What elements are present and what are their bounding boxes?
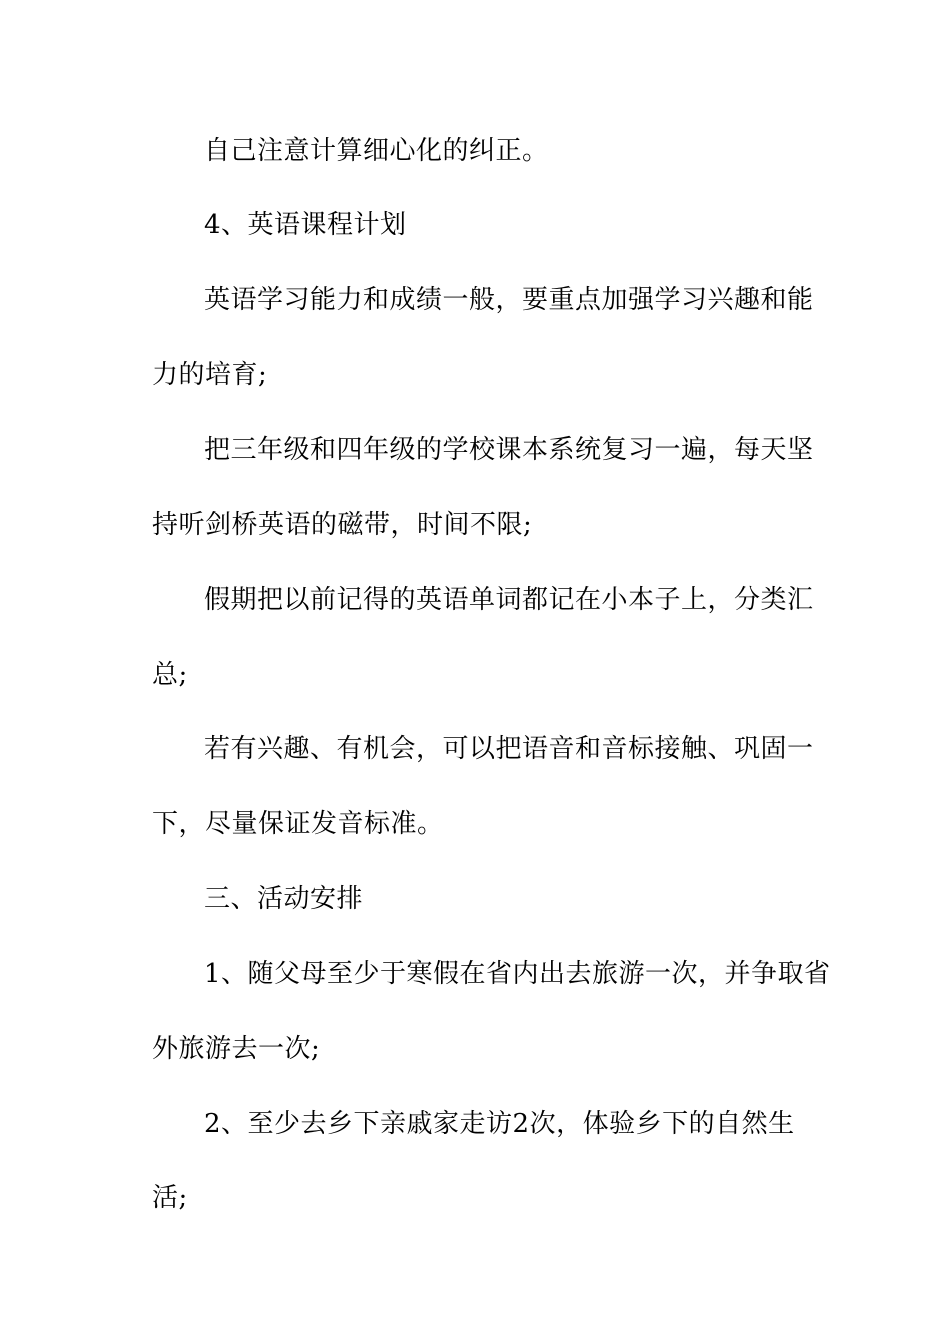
section-heading: 三、活动安排 (204, 884, 364, 914)
text-line: 1、随父母至少于寒假在省内出去旅游一次，并争取省 (204, 959, 831, 989)
text-line: 2、至少去乡下亲戚家走访2次，体验乡下的自然生 (204, 1109, 795, 1139)
text-line: 持听剑桥英语的磁带，时间不限; (152, 510, 533, 540)
section-heading: 4、英语课程计划 (204, 210, 407, 240)
text-line: 外旅游去一次; (152, 1034, 321, 1064)
text-line: 假期把以前记得的英语单词都记在小本子上，分类汇 (204, 585, 814, 615)
text-line: 活; (152, 1183, 188, 1213)
text-line: 若有兴趣、有机会，可以把语音和音标接触、巩固一 (204, 734, 814, 764)
text-line: 下，尽量保证发音标准。 (152, 809, 444, 839)
text-line: 自己注意计算细心化的纠正。 (204, 136, 549, 166)
text-line: 力的培育; (152, 360, 268, 390)
text-line: 把三年级和四年级的学校课本系统复习一遍，每天坚 (204, 435, 814, 465)
text-line: 总; (152, 660, 188, 690)
text-line: 英语学习能力和成绩一般，要重点加强学习兴趣和能 (204, 285, 814, 315)
